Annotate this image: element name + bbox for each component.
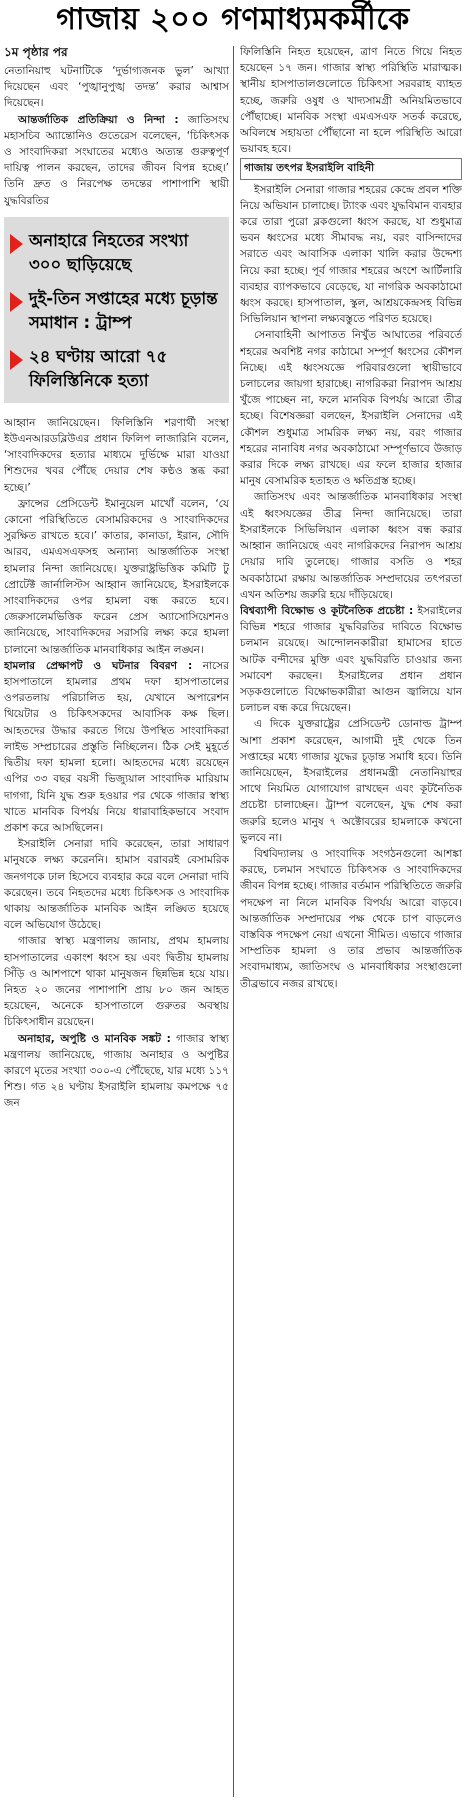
highlight-text: ২৪ ঘণ্টায় আরো ৭৫ ফিলিস্তিনিকে হত্যা — [29, 346, 168, 390]
paragraph: গাজার স্বাস্থ্য মন্ত্রণালয় জানায়, প্রথম হামলায় হাসপাতালের একাংশ ধ্বংস হয় এবং দ্বিতীয় হামলায় সিঁড়ি ও আশপাশে থাকা মানুষজন ছিন্নভিন্ন হয়ে যায়। নিহত ২০ জনের পাশাপাশি প্রায় ৮০ জন আহত হয়েছেন, অনেকে হাসপাতালে গুরুতর অবস্থায় চিকিৎসাধীন রয়েছেন। — [4, 935, 229, 1029]
left-column — [4, 44, 229, 1802]
column-divider — [233, 46, 234, 1801]
paragraph — [240, 603, 462, 716]
right-column — [240, 44, 462, 1802]
paragraph-text: নাসের হাসপাতালে হামলার প্রথম দফা হাসপাতালের ওপরতলায় পরিচালিত হয়, যেখানে অপারেশন থিয়েটার ও চিকিৎসকদের আবাসিক কক্ষ ছিল। আহতদের উদ্ধার করতে গিয়ে উপস্থিত সাংবাদিকরা লাইভ সম্প্রচারের প্রস্তুতি নিচ্ছিলেন। ঠিক সেই মুহূর্তে দ্বিতীয় দফা হামলা হলো। আহতদের মধ্যে রয়েছেন এপির ৩৩ বছর বয়সী ভিজ্যুয়াল সাংবাদিক মারিয়াম দাগগা, যিনি যুদ্ধ শুরু হওয়ার পর থেকে গাজার স্বাস্থ্য খাতে মানবিক বিপর্যয় নিয়ে ধারাবাহিকভাবে সংবাদ প্রকাশ করে আসছিলেন। — [4, 659, 229, 834]
section-heading: বিশ্বব্যাপী বিক্ষোভ ও কূটনৈতিক প্রচেষ্টা : — [240, 604, 414, 617]
paragraph-text: জাতিসংঘ মহাসচিব অ্যান্তোনিও গুতেরেস বলেছেন, ‘চিকিৎসক ও সাংবাদিকরা সংঘাতের মধ্যেও অত্যন্ত গুরুত্বপূর্ণ দায়িত্ব পালন করছেন, তাদের জীবন বিপন্ন হচ্ছে।’ তিনি দ্রুত ও নিরপেক্ষ তদন্তের পাশাপাশি স্থায়ী যুদ্ধবিরতির — [4, 113, 229, 207]
red-triangle-icon — [10, 234, 23, 254]
red-triangle-icon — [10, 292, 23, 312]
page-bottom-edge — [0, 1797, 466, 1807]
paragraph-text: ইসরাইলের বিভিন্ন শহরে গাজার যুদ্ধবিরতির দাবিতে বিক্ষোভ চলমান রয়েছে। আন্দোলনকারীরা হামাসের হাতে আটক বন্দীদের মুক্তি এবং যুদ্ধবিরতি চাওয়ার জন্য সমাবেশ করছেন। ইসরাইলের প্রধান প্রধান সড়কগুলোতে বিক্ষোভকারীরা আগুন জ্বালিয়ে যান চলাচল বন্ধ করে দিয়েছেন। — [240, 604, 462, 715]
highlights-box — [4, 217, 229, 403]
headline: গাজায় ২০০ গণমাধ্যমকর্মীকে — [56, 2, 410, 37]
section-heading: গাজায় তৎপর ইসরাইলি বাহিনী — [244, 162, 375, 175]
highlight-text: দুই-তিন সপ্তাহের মধ্যে চূড়ান্ত সমাধান : ট্রাম্প — [29, 288, 218, 332]
section-heading: আন্তর্জাতিক প্রতিক্রিয়া ও নিন্দা : — [18, 113, 179, 126]
continuation-label: ১ম পৃষ্ঠার পর — [4, 45, 68, 59]
paragraph — [4, 658, 229, 836]
section-heading: হামলার প্রেক্ষাপট ও ঘটনার বিবরণ : — [4, 659, 193, 672]
paragraph: ফ্রান্সের প্রেসিডেন্ট ইমানুয়েল মাখোঁ বলেন, ‘যে কোনো পরিস্থিতিতে বেসামরিকদের ও সাংবাদিকদের সুরক্ষিত রাখতে হবে।’ কাতার, কানাডা, ইরান, সৌদি আরব, এমএসএফসহ অন্যান্য আন্তর্জাতিক সংস্থা হামলার নিন্দা জানিয়েছে। যুক্তরাষ্ট্রভিত্তিক কমিটি টু প্রোটেক্ট জার্নালিস্টস আহ্বান জানিয়েছে, ইসরাইলকে সাংবাদিকদের ওপর হামলা বন্ধ করতে হবে। জেরুসালেমভিত্তিক ফরেন প্রেস অ্যাসোসিয়েশনও জানিয়েছে, সাংবাদিকদের সরাসরি লক্ষ্য করে হামলা চালানো আন্তর্জাতিক মানবাধিকার আইন লঙ্ঘন। — [4, 497, 229, 656]
section-heading-box — [240, 158, 462, 179]
paragraph: আহ্বান জানিয়েছেন। ফিলিস্তিনি শরণার্থী সংস্থা ইউএনআরডব্লিউএর প্রধান ফিলিপ লাজারিনি বলেন, ‘সাংবাদিকদের হত্যার মাধ্যমে দুর্ভিক্ষে মারা যাওয়া শিশুদের খবর পৌঁছে দেয়ার শেষ কণ্ঠও স্তব্ধ করা হচ্ছে।’ — [4, 416, 229, 494]
paragraph: ইসরাইলি সেনারা গাজার শহরের কেন্দ্রে প্রবল শক্তি নিয়ে অভিযান চালাচ্ছে। ট্যাংক এবং যুদ্ধবিমান ব্যবহার করে তারা পুরো ব্লকগুলো ধ্বংস করছে, যা শুধুমাত্র ভবন ধ্বংসের মধ্যে সীমাবদ্ধ নয়, বরং বাসিন্দাদের সরাতে এবং আবাসিক এলাকা খালি করার উদ্দেশ্য নিয়ে করা হচ্ছে। পূর্ব গাজার শহরের অংশে আর্টিলারি ব্যবহার ব্যাপকভাবে বেড়েছে, যা নাগরিক অবকাঠামো ধ্বংস করছে। হাসপাতাল, স্কুল, আশ্রয়কেন্দ্রসহ বিভিন্ন সিভিলিয়ান স্থাপনা লক্ষ্যবস্তুতে পরিণত হয়েছে। — [240, 183, 462, 326]
paragraph: সেনাবাহিনী আপাতত নিখুঁত আঘাতের পরিবর্তে শহরের অবশিষ্ট নগর কাঠামো সম্পূর্ণ ধ্বংসের কৌশল নিচ্ছে। এই ধ্বংসযজ্ঞে পরিবারগুলো স্থায়ীভাবে চলাচলের জায়গা হারাচ্ছে। নাগরিকরা নিরাপদ আশ্রয় খুঁজে পাচ্ছেন না, ফলে মানবিক বিপর্যয় আরো তীব্র হচ্ছে। বিশেষজ্ঞরা বলছেন, ইসরাইলি সেনাদের এই কৌশল শুধুমাত্র সামরিক লক্ষ্য নয়, বরং গাজার শহরের নানাবিধ নগর অবকাঠামো সম্পূর্ণভাবে উজাড় করার দিকে লক্ষ্য রাখছে। এর ফলে হাজার হাজার মানুষ বেসামরিক হতাহত ও ক্ষতিগ্রস্ত হচ্ছে। — [240, 329, 462, 488]
red-triangle-icon — [10, 350, 23, 370]
highlight-item — [10, 229, 223, 277]
highlight-item — [10, 287, 223, 335]
section-heading: অনাহার, অপুষ্টি ও মানবিক সঙ্কট : — [18, 1032, 171, 1045]
paragraph — [4, 1031, 229, 1112]
paragraph: ফিলিস্তিনি নিহত হয়েছেন, ত্রাণ নিতে গিয়ে নিহত হয়েছেন ১৭ জন। গাজার স্বাস্থ্য পরিস্থিতি মারাত্মক। স্থানীয় হাসপাতালগুলোতে চিকিৎসা সরবরাহ ব্যাহত হচ্ছে, জরুরি ওষুধ ও খাদ্যসামগ্রী অনিয়মিতভাবে পৌঁছাচ্ছে। মানবিক সংস্থা এমএসএফ সতর্ক করেছে, অবিলম্বে সহায়তা পৌঁছানো না হলে পরিস্থিতি আরো ভয়াবহ হবে। — [240, 46, 462, 156]
paragraph: এ দিকে যুক্তরাষ্ট্রের প্রেসিডেন্ট ডোনাল্ড ট্রাম্প আশা প্রকাশ করেছেন, আগামী দুই থেকে তিন সপ্তাহের মধ্যে গাজার যুদ্ধের চূড়ান্ত সমাধি হবে। তিনি জানিয়েছেন, ইসরাইলের প্রধানমন্ত্রী নেতানিয়াহুর সাথে নিয়মিত যোগাযোগ রাখছেন এবং কূটনৈতিক প্রচেষ্টা চালাচ্ছেন। ট্রাম্প বলেছেন, যুদ্ধ শেষ করা জরুরি হলেও মানুষ ৭ অক্টোবরের হামলাকে কখনো ভুলবে না। — [240, 718, 462, 844]
paragraph: জাতিসংঘ এবং আন্তর্জাতিক মানবাধিকার সংস্থা এই ধ্বংসযজ্ঞের তীব্র নিন্দা জানিয়েছে। তারা ইসরাইলকে সিভিলিয়ান এলাকা ধ্বংস বন্ধ করার আহ্বান জানিয়েছে এবং নাগরিকদের নিরাপদ আশ্রয় দেয়ার দাবি তুলেছে। গাজার বসতি ও শহর অবকাঠামো রক্ষায় আন্তর্জাতিক সম্প্রদায়ের তৎপরতা এখন অতিশয় জরুরি হয়ে দাঁড়িয়েছে। — [240, 491, 462, 601]
paragraph-text: গাজার স্বাস্থ্য মন্ত্রণালয় জানিয়েছে, গাজায় অনাহার ও অপুষ্টির কারণে মৃতের সংখ্যা ৩০০-এ পৌঁছেছে, যার মধ্যে ১১৭ শিশু। গত ২৪ ঘণ্টায় ইসরাইলি হামলায় কমপক্ষে ৭৫ জন — [4, 1032, 229, 1110]
paragraph: নেতানিয়াহু ঘটনাটিকে ‘দুর্ভাগ্যজনক ভুল’ আখ্যা দিয়েছেন এবং ‘পুঙ্খানুপুঙ্খ তদন্ত’ করার আশ্বাস দিয়েছেন। — [4, 65, 229, 110]
paragraph: ইসরাইলি সেনারা দাবি করেছেন, তারা সাধারণ মানুষকে লক্ষ্য করেননি। হামাস বরাবরই বেসামরিক জনগণকে ঢাল হিসেবে ব্যবহার করে বলে সেনারা দাবি করেছেন। তবে নিহতদের মধ্যে চিকিৎসক ও সাংবাদিক থাকায় আন্তর্জাতিক মানবিক আইন লঙ্ঘিত হয়েছে বলে অভিযোগ উঠেছে। — [4, 838, 229, 932]
paragraph — [4, 112, 229, 209]
highlight-text: অনাহারে নিহতের সংখ্যা ৩০০ ছাড়িয়েছে — [29, 230, 189, 274]
paragraph: বিশ্ববিদ্যালয় ও সাংবাদিক সংগঠনগুলো আশঙ্কা করছে, চলমান সংঘাতে চিকিৎসক ও সাংবাদিকদের জীবন বিপন্ন হচ্ছে। গাজার বর্তমান পরিস্থিতিতে জরুরি পদক্ষেপ না নিলে মানবিক বিপর্যয় আরো বাড়বে। আন্তর্জাতিক সম্প্রদায়ের পক্ষ থেকে চাপ বাড়লেও বাস্তবিক পদক্ষেপ নেয়া এখনো সীমিত। এভাবে গাজার সাম্প্রতিক হামলা ও তার প্রভাব আন্তর্জাতিক সংবাদমাধ্যম, জাতিসংঘ ও মানবাধিকার সংস্থাগুলো তীব্রভাবে নজর রাখছে। — [240, 847, 462, 990]
highlight-item — [10, 345, 223, 393]
